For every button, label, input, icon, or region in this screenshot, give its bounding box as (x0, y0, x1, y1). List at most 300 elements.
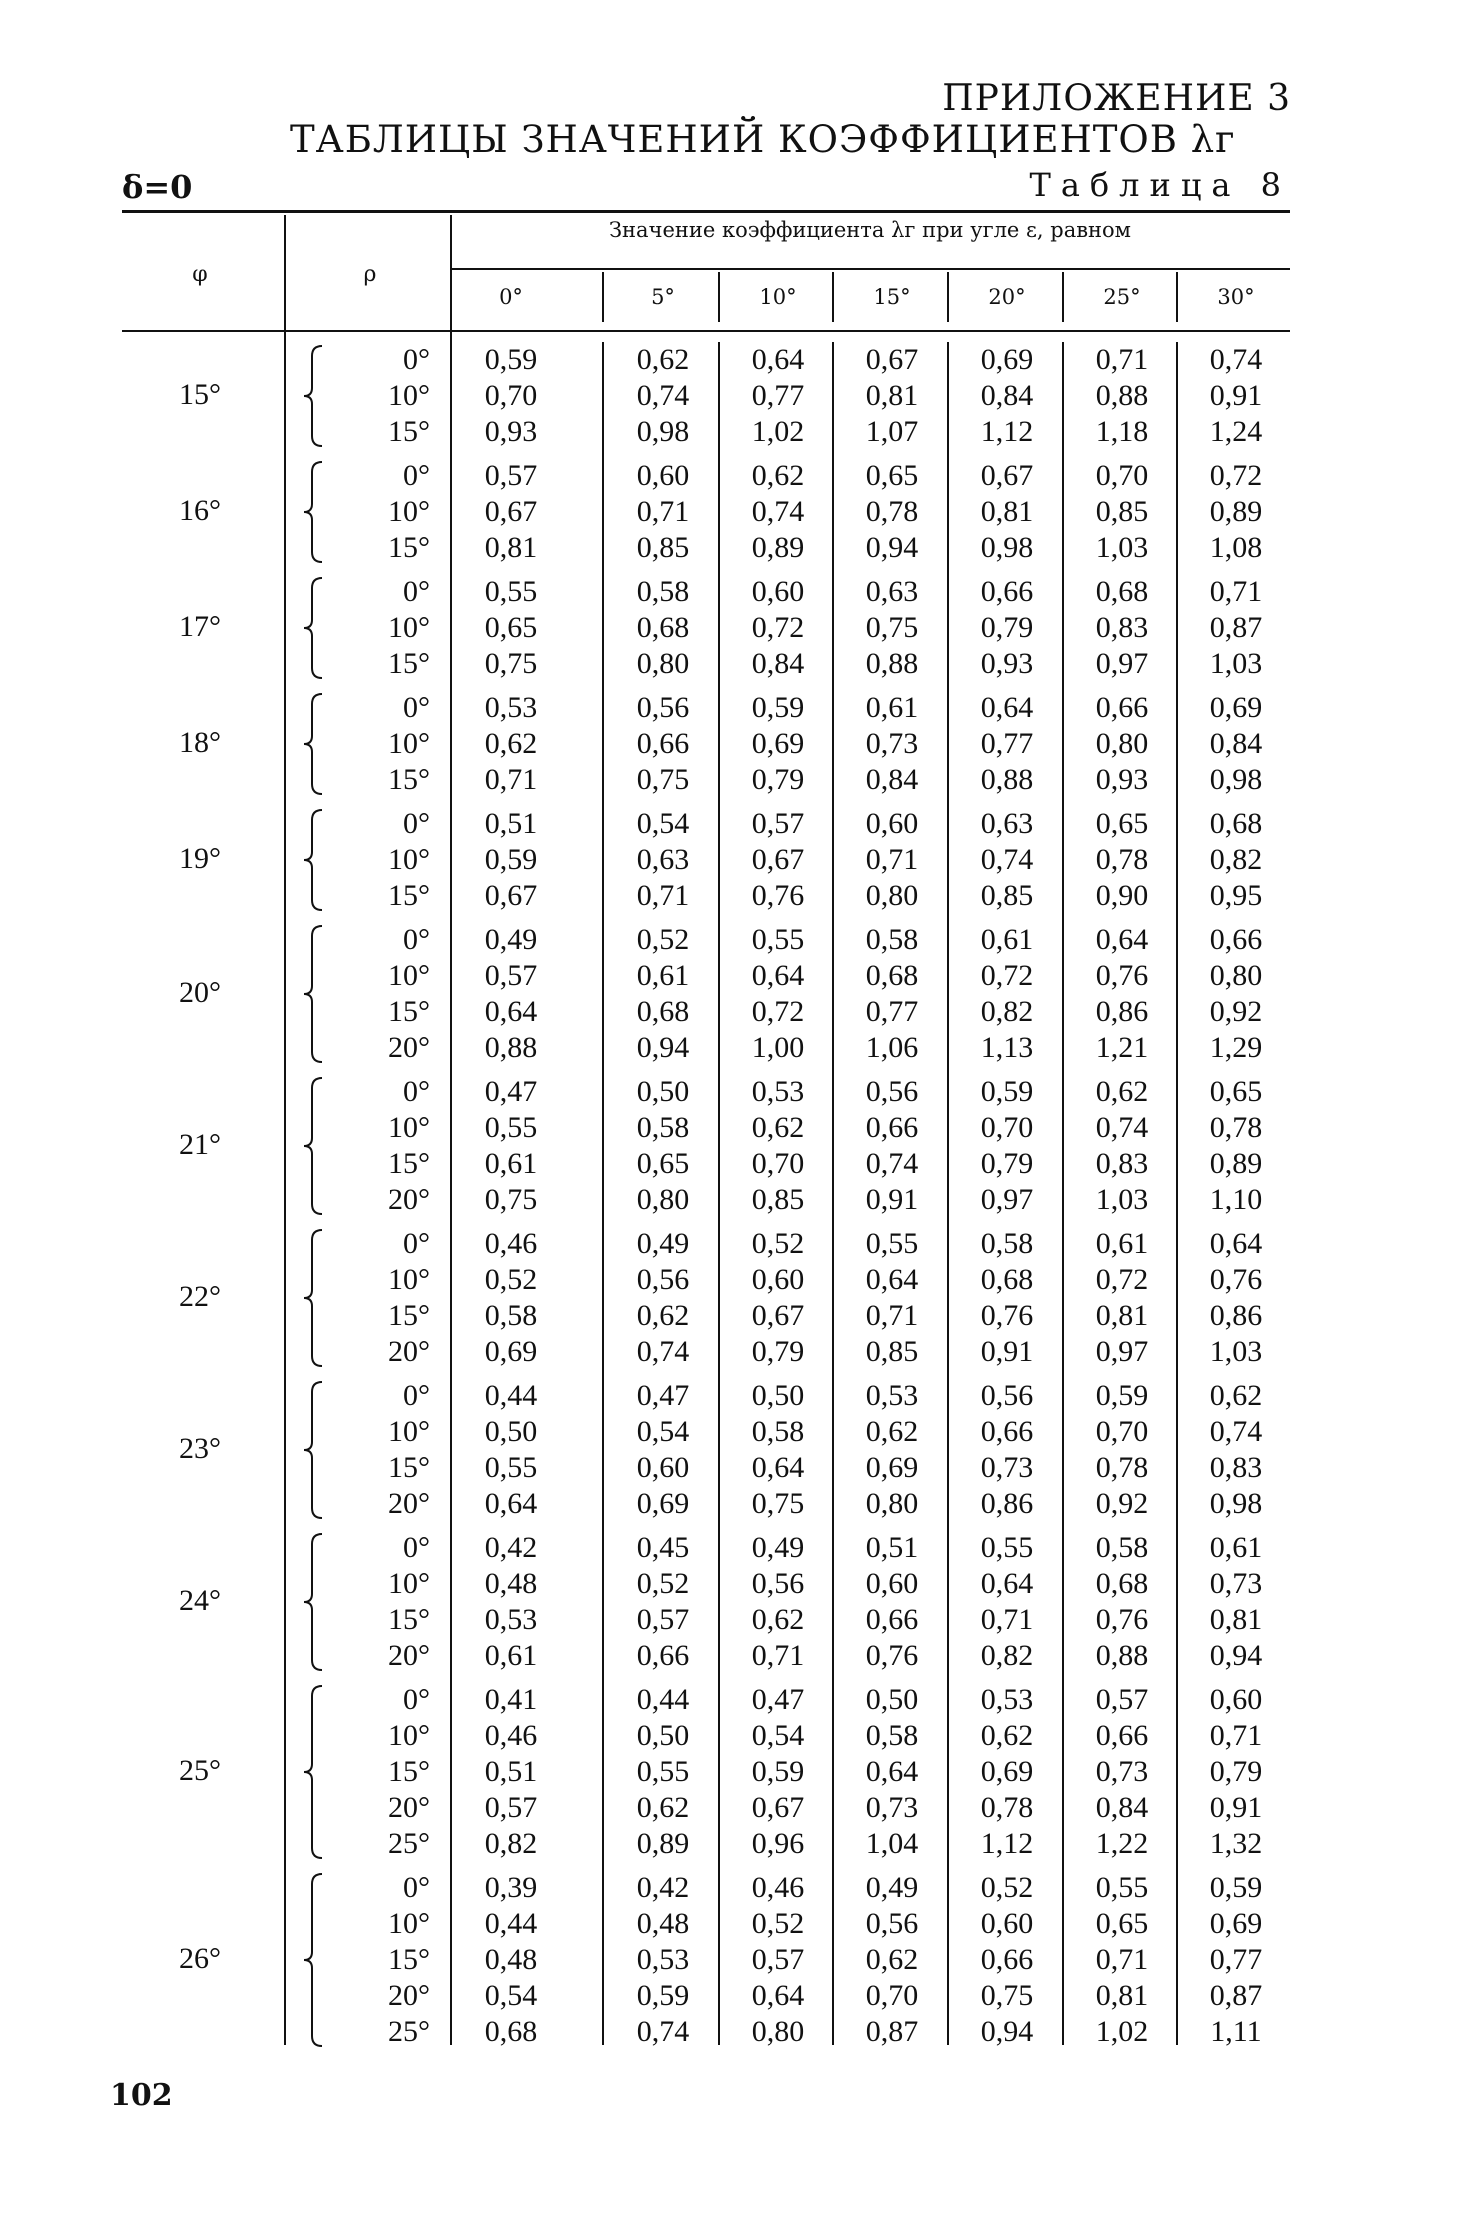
rho-value: 10° (388, 727, 430, 760)
table-cell: 0,46 (484, 1719, 538, 1752)
table-cell: 0,49 (636, 1227, 690, 1260)
table-cell: 0,69 (865, 1451, 919, 1484)
table-cell: 0,74 (636, 2015, 690, 2048)
delta-condition: δ=0 (122, 168, 193, 206)
table-cell: 0,80 (865, 879, 919, 912)
rho-value: 10° (388, 1111, 430, 1144)
phi-value: 23° (179, 1432, 221, 1465)
table-cell: 0,50 (484, 1415, 538, 1448)
table-cell: 0,85 (751, 1183, 805, 1216)
table-cell: 1,13 (980, 1031, 1034, 1064)
table-cell: 0,74 (1095, 1111, 1149, 1144)
rho-header: ρ (363, 262, 377, 287)
table-cell: 0,53 (484, 691, 538, 724)
phi-value: 24° (179, 1584, 221, 1617)
table-cell: 0,48 (484, 1567, 538, 1600)
table-cell: 0,65 (484, 611, 538, 644)
phi-value: 20° (179, 976, 221, 1009)
table-cell: 0,84 (865, 763, 919, 796)
table-cell: 0,88 (484, 1031, 538, 1064)
table-cell: 0,47 (484, 1075, 538, 1108)
eps-column-divider (602, 342, 604, 2045)
table-cell: 0,64 (751, 1451, 805, 1484)
table-cell: 0,73 (980, 1451, 1034, 1484)
table-cell: 0,76 (751, 879, 805, 912)
eps-header-cell: 0° (499, 285, 523, 309)
rho-value: 15° (388, 415, 430, 448)
rho-value: 20° (388, 1791, 430, 1824)
eps-header-cell: 25° (1103, 285, 1141, 309)
table-cell: 0,60 (865, 1567, 919, 1600)
table-cell: 0,83 (1095, 611, 1149, 644)
page-title: ТАБЛИЦЫ ЗНАЧЕНИЙ КОЭФФИЦИЕНТОВ λг (290, 118, 1236, 161)
row-group-brace (300, 1530, 334, 1674)
rho-value: 10° (388, 611, 430, 644)
table-cell: 0,68 (636, 995, 690, 1028)
rho-value: 0° (403, 1075, 430, 1108)
table-cell: 0,68 (484, 2015, 538, 2048)
table-cell: 0,53 (636, 1943, 690, 1976)
table-cell: 0,72 (1209, 459, 1263, 492)
table-cell: 0,84 (1209, 727, 1263, 760)
table-cell: 0,67 (751, 1299, 805, 1332)
table-cell: 0,95 (1209, 879, 1263, 912)
table-cell: 0,66 (1095, 691, 1149, 724)
table-cell: 0,55 (484, 575, 538, 608)
table-cell: 0,80 (636, 647, 690, 680)
table-cell: 0,59 (751, 1755, 805, 1788)
table-cell: 0,76 (1095, 959, 1149, 992)
table-cell: 1,21 (1095, 1031, 1149, 1064)
table-cell: 0,97 (1095, 1335, 1149, 1368)
table-cell: 1,04 (865, 1827, 919, 1860)
table-cell: 0,67 (980, 459, 1034, 492)
table-cell: 0,71 (636, 879, 690, 912)
table-cell: 0,98 (636, 415, 690, 448)
table-cell: 0,58 (865, 1719, 919, 1752)
table-cell: 0,94 (1209, 1639, 1263, 1672)
table-cell: 0,60 (751, 1263, 805, 1296)
rho-value: 15° (388, 763, 430, 796)
table-cell: 0,93 (980, 647, 1034, 680)
table-cell: 0,89 (751, 531, 805, 564)
table-cell: 0,61 (865, 691, 919, 724)
table-cell: 0,81 (1095, 1299, 1149, 1332)
table-cell: 0,88 (1095, 379, 1149, 412)
table-cell: 0,74 (636, 379, 690, 412)
table-cell: 0,67 (751, 1791, 805, 1824)
table-cell: 0,92 (1209, 995, 1263, 1028)
table-cell: 0,62 (1209, 1379, 1263, 1412)
table-cell: 0,52 (751, 1227, 805, 1260)
table-cell: 0,75 (980, 1979, 1034, 2012)
table-cell: 0,68 (865, 959, 919, 992)
table-cell: 1,03 (1095, 531, 1149, 564)
table-cell: 0,74 (1209, 343, 1263, 376)
table-cell: 0,57 (1095, 1683, 1149, 1716)
table-cell: 0,57 (751, 1943, 805, 1976)
table-cell: 0,55 (751, 923, 805, 956)
table-cell: 0,66 (865, 1111, 919, 1144)
table-cell: 0,56 (980, 1379, 1034, 1412)
table-cell: 0,76 (980, 1299, 1034, 1332)
table-cell: 0,60 (1209, 1683, 1263, 1716)
rho-value: 15° (388, 531, 430, 564)
table-cell: 0,82 (484, 1827, 538, 1860)
table-cell: 0,57 (636, 1603, 690, 1636)
table-cell: 0,41 (484, 1683, 538, 1716)
rho-value: 15° (388, 1603, 430, 1636)
table-cell: 0,84 (1095, 1791, 1149, 1824)
table-cell: 0,82 (980, 995, 1034, 1028)
table-cell: 1,24 (1209, 415, 1263, 448)
table-cell: 0,52 (484, 1263, 538, 1296)
table-cell: 0,74 (1209, 1415, 1263, 1448)
rho-value: 0° (403, 1871, 430, 1904)
table-cell: 0,63 (980, 807, 1034, 840)
table-cell: 1,03 (1209, 1335, 1263, 1368)
phi-value: 16° (179, 494, 221, 527)
table-cell: 1,02 (1095, 2015, 1149, 2048)
table-cell: 0,73 (1095, 1755, 1149, 1788)
table-cell: 0,92 (1095, 1487, 1149, 1520)
table-cell: 0,73 (1209, 1567, 1263, 1600)
table-cell: 0,87 (865, 2015, 919, 2048)
table-cell: 0,98 (1209, 1487, 1263, 1520)
table-cell: 0,82 (1209, 843, 1263, 876)
table-cell: 0,81 (1095, 1979, 1149, 2012)
table-cell: 0,74 (636, 1335, 690, 1368)
top-rule (122, 210, 1290, 213)
table-cell: 0,78 (865, 495, 919, 528)
table-cell: 0,87 (1209, 1979, 1263, 2012)
rho-column-divider (450, 215, 452, 2045)
table-cell: 0,81 (1209, 1603, 1263, 1636)
table-cell: 1,08 (1209, 531, 1263, 564)
rho-value: 20° (388, 1031, 430, 1064)
table-cell: 0,42 (636, 1871, 690, 1904)
table-cell: 0,62 (1095, 1075, 1149, 1108)
appendix-heading: ПРИЛОЖЕНИЕ 3 (942, 78, 1291, 119)
table-cell: 0,44 (484, 1907, 538, 1940)
table-cell: 0,68 (1095, 575, 1149, 608)
table-cell: 0,93 (1095, 763, 1149, 796)
table-cell: 1,18 (1095, 415, 1149, 448)
table-cell: 0,53 (980, 1683, 1034, 1716)
table-cell: 0,71 (484, 763, 538, 796)
table-cell: 0,71 (751, 1639, 805, 1672)
table-cell: 0,83 (1095, 1147, 1149, 1180)
table-cell: 0,68 (980, 1263, 1034, 1296)
table-cell: 0,48 (636, 1907, 690, 1940)
table-cell: 1,22 (1095, 1827, 1149, 1860)
table-cell: 0,78 (980, 1791, 1034, 1824)
table-cell: 0,69 (636, 1487, 690, 1520)
table-cell: 0,81 (865, 379, 919, 412)
table-cell: 0,77 (751, 379, 805, 412)
table-cell: 0,79 (751, 763, 805, 796)
table-cell: 1,03 (1209, 647, 1263, 680)
row-group-brace (300, 690, 334, 798)
table-cell: 0,52 (751, 1907, 805, 1940)
table-cell: 0,91 (980, 1335, 1034, 1368)
table-cell: 0,88 (865, 647, 919, 680)
table-cell: 0,57 (751, 807, 805, 840)
table-cell: 0,98 (980, 531, 1034, 564)
table-cell: 1,02 (751, 415, 805, 448)
table-cell: 0,65 (1209, 1075, 1263, 1108)
table-cell: 0,62 (636, 1791, 690, 1824)
table-cell: 0,58 (484, 1299, 538, 1332)
rho-value: 10° (388, 1719, 430, 1752)
table-cell: 0,75 (865, 611, 919, 644)
row-group-brace (300, 574, 334, 682)
rho-value: 0° (403, 1227, 430, 1260)
table-cell: 0,68 (1209, 807, 1263, 840)
table-cell: 0,50 (636, 1075, 690, 1108)
phi-value: 25° (179, 1754, 221, 1787)
table-cell: 0,44 (484, 1379, 538, 1412)
table-cell: 0,75 (484, 1183, 538, 1216)
phi-value: 18° (179, 726, 221, 759)
table-cell: 0,86 (1209, 1299, 1263, 1332)
rho-value: 10° (388, 1415, 430, 1448)
table-cell: 0,71 (865, 1299, 919, 1332)
rho-value: 10° (388, 1907, 430, 1940)
table-cell: 0,50 (865, 1683, 919, 1716)
table-cell: 0,59 (1095, 1379, 1149, 1412)
table-label: Таблица 8 (1029, 166, 1291, 204)
eps-group-header: Значение коэффициента λг при угле ε, равном (608, 218, 1132, 242)
table-cell: 0,54 (636, 807, 690, 840)
table-cell: 0,71 (1209, 575, 1263, 608)
table-cell: 0,71 (1095, 343, 1149, 376)
table-cell: 0,64 (751, 343, 805, 376)
table-cell: 0,60 (865, 807, 919, 840)
table-cell: 0,64 (980, 691, 1034, 724)
table-cell: 1,07 (865, 415, 919, 448)
rho-value: 0° (403, 575, 430, 608)
table-cell: 0,51 (484, 807, 538, 840)
rho-value: 20° (388, 1979, 430, 2012)
table-cell: 0,57 (484, 1791, 538, 1824)
table-cell: 0,76 (1209, 1263, 1263, 1296)
table-cell: 0,59 (1209, 1871, 1263, 1904)
rho-value: 15° (388, 1299, 430, 1332)
page-number: 102 (110, 2078, 173, 2113)
table-cell: 0,61 (636, 959, 690, 992)
header-bottom-rule (122, 330, 1290, 332)
rho-value: 15° (388, 1755, 430, 1788)
table-cell: 0,72 (751, 611, 805, 644)
rho-value: 0° (403, 1379, 430, 1412)
table-cell: 0,81 (980, 495, 1034, 528)
table-cell: 0,72 (980, 959, 1034, 992)
table-cell: 0,79 (980, 611, 1034, 644)
table-cell: 0,39 (484, 1871, 538, 1904)
table-cell: 0,62 (865, 1415, 919, 1448)
table-cell: 0,61 (484, 1147, 538, 1180)
table-cell: 0,45 (636, 1531, 690, 1564)
table-cell: 0,69 (751, 727, 805, 760)
table-cell: 0,85 (1095, 495, 1149, 528)
rho-value: 20° (388, 1183, 430, 1216)
table-cell: 0,62 (636, 1299, 690, 1332)
table-cell: 0,83 (1209, 1451, 1263, 1484)
table-cell: 0,54 (484, 1979, 538, 2012)
table-cell: 0,97 (980, 1183, 1034, 1216)
table-cell: 0,56 (636, 691, 690, 724)
table-cell: 0,53 (751, 1075, 805, 1108)
table-cell: 0,69 (1209, 691, 1263, 724)
table-cell: 0,64 (865, 1263, 919, 1296)
table-cell: 0,70 (1095, 459, 1149, 492)
rho-value: 15° (388, 1147, 430, 1180)
table-cell: 0,69 (484, 1335, 538, 1368)
table-cell: 0,70 (980, 1111, 1034, 1144)
table-cell: 0,61 (1095, 1227, 1149, 1260)
table-cell: 0,49 (865, 1871, 919, 1904)
row-group-brace (300, 342, 334, 450)
table-cell: 0,58 (636, 575, 690, 608)
table-cell: 0,90 (1095, 879, 1149, 912)
table-cell: 0,62 (636, 343, 690, 376)
table-cell: 0,89 (1209, 1147, 1263, 1180)
table-cell: 0,62 (751, 459, 805, 492)
phi-column-divider (284, 215, 286, 2045)
table-cell: 0,70 (1095, 1415, 1149, 1448)
table-cell: 0,65 (1095, 1907, 1149, 1940)
table-cell: 0,79 (1209, 1755, 1263, 1788)
table-cell: 0,64 (484, 1487, 538, 1520)
table-cell: 0,82 (980, 1639, 1034, 1672)
rho-value: 10° (388, 959, 430, 992)
table-cell: 0,69 (980, 1755, 1034, 1788)
table-cell: 0,77 (865, 995, 919, 1028)
table-cell: 0,77 (980, 727, 1034, 760)
table-cell: 0,91 (1209, 379, 1263, 412)
table-cell: 0,59 (484, 843, 538, 876)
row-group-brace (300, 922, 334, 1066)
table-cell: 0,64 (1095, 923, 1149, 956)
table-cell: 0,74 (865, 1147, 919, 1180)
table-cell: 0,55 (484, 1111, 538, 1144)
table-cell: 0,47 (636, 1379, 690, 1412)
table-cell: 0,66 (980, 575, 1034, 608)
rho-value: 10° (388, 843, 430, 876)
table-cell: 0,66 (865, 1603, 919, 1636)
table-cell: 0,91 (1209, 1791, 1263, 1824)
table-cell: 0,50 (751, 1379, 805, 1412)
rho-value: 0° (403, 1531, 430, 1564)
eps-header-divider (602, 272, 604, 322)
rho-value: 0° (403, 1683, 430, 1716)
phi-header: φ (192, 262, 208, 287)
table-cell: 0,66 (980, 1415, 1034, 1448)
table-cell: 0,80 (1209, 959, 1263, 992)
rho-value: 10° (388, 1567, 430, 1600)
table-cell: 0,80 (636, 1183, 690, 1216)
table-cell: 0,71 (865, 843, 919, 876)
table-cell: 0,94 (865, 531, 919, 564)
table-cell: 0,55 (1095, 1871, 1149, 1904)
table-cell: 0,65 (636, 1147, 690, 1180)
table-cell: 0,52 (636, 1567, 690, 1600)
table-cell: 0,60 (636, 1451, 690, 1484)
phi-value: 26° (179, 1942, 221, 1975)
table-cell: 0,75 (484, 647, 538, 680)
table-cell: 0,60 (980, 1907, 1034, 1940)
table-cell: 0,88 (1095, 1639, 1149, 1672)
phi-value: 15° (179, 378, 221, 411)
rho-value: 10° (388, 1263, 430, 1296)
table-cell: 0,74 (751, 495, 805, 528)
table-cell: 0,93 (484, 415, 538, 448)
table-cell: 0,64 (484, 995, 538, 1028)
table-cell: 0,58 (865, 923, 919, 956)
phi-value: 19° (179, 842, 221, 875)
eps-header-cell: 5° (651, 285, 675, 309)
table-cell: 0,53 (865, 1379, 919, 1412)
table-cell: 0,80 (865, 1487, 919, 1520)
table-cell: 0,86 (1095, 995, 1149, 1028)
rho-value: 0° (403, 691, 430, 724)
table-cell: 0,58 (1095, 1531, 1149, 1564)
rho-value: 20° (388, 1487, 430, 1520)
table-cell: 0,59 (636, 1979, 690, 2012)
table-cell: 0,79 (751, 1335, 805, 1368)
phi-value: 22° (179, 1280, 221, 1313)
table-cell: 0,85 (980, 879, 1034, 912)
table-cell: 0,88 (980, 763, 1034, 796)
table-cell: 0,63 (636, 843, 690, 876)
table-cell: 1,12 (980, 415, 1034, 448)
table-cell: 0,64 (751, 959, 805, 992)
eps-header-cell: 10° (759, 285, 797, 309)
table-cell: 0,84 (751, 647, 805, 680)
table-cell: 0,55 (636, 1755, 690, 1788)
table-cell: 0,67 (484, 495, 538, 528)
rho-value: 10° (388, 379, 430, 412)
table-cell: 0,97 (1095, 647, 1149, 680)
table-cell: 0,87 (1209, 611, 1263, 644)
table-cell: 0,62 (751, 1603, 805, 1636)
table-cell: 0,67 (484, 879, 538, 912)
group-header-rule (450, 268, 1290, 270)
table-cell: 0,56 (865, 1075, 919, 1108)
eps-header-cell: 20° (988, 285, 1026, 309)
table-cell: 1,03 (1095, 1183, 1149, 1216)
table-cell: 0,55 (980, 1531, 1034, 1564)
table-cell: 0,76 (865, 1639, 919, 1672)
table-cell: 0,81 (484, 531, 538, 564)
phi-value: 21° (179, 1128, 221, 1161)
table-cell: 0,64 (751, 1979, 805, 2012)
table-cell: 0,57 (484, 459, 538, 492)
row-group-brace (300, 806, 334, 914)
rho-value: 15° (388, 1943, 430, 1976)
table-cell: 0,72 (1095, 1263, 1149, 1296)
table-cell: 0,48 (484, 1943, 538, 1976)
table-cell: 0,78 (1095, 1451, 1149, 1484)
table-cell: 0,54 (636, 1415, 690, 1448)
table-cell: 0,64 (865, 1755, 919, 1788)
table-cell: 1,10 (1209, 1183, 1263, 1216)
table-cell: 0,75 (751, 1487, 805, 1520)
eps-header-cell: 30° (1217, 285, 1255, 309)
table-cell: 0,80 (1095, 727, 1149, 760)
table-cell: 0,71 (1095, 1943, 1149, 1976)
